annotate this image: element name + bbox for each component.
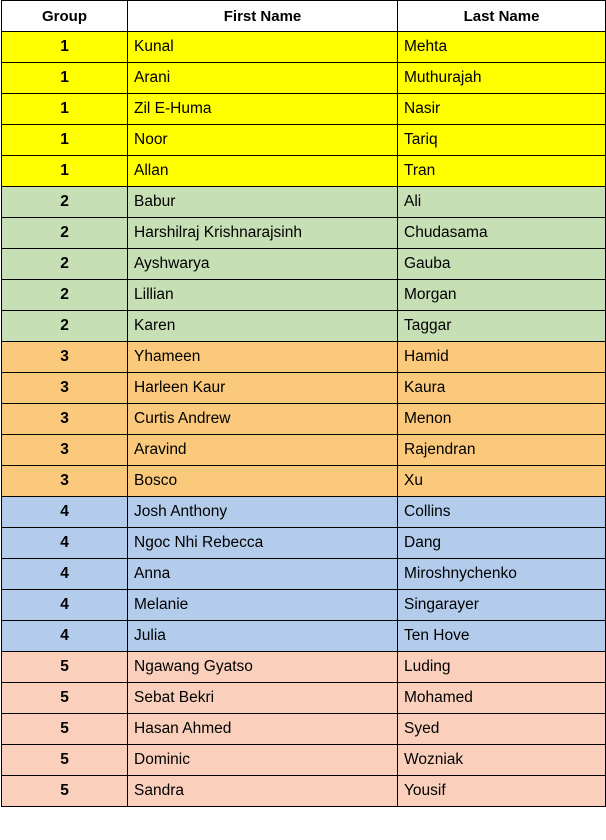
cell-last-name: Gauba <box>398 249 606 280</box>
cell-last-name: Luding <box>398 652 606 683</box>
table-row <box>2 156 606 187</box>
cell-first-name: Josh Anthony <box>128 497 398 528</box>
cell-first-name: Ngoc Nhi Rebecca <box>128 528 398 559</box>
cell-group: 2 <box>2 249 128 280</box>
cell-group: 2 <box>2 187 128 218</box>
table-row <box>2 125 606 156</box>
cell-last-name: Syed <box>398 714 606 745</box>
cell-first-name: Bosco <box>128 466 398 497</box>
table-row <box>2 590 606 621</box>
table-row <box>2 187 606 218</box>
cell-first-name: Aravind <box>128 435 398 466</box>
cell-last-name: Singarayer <box>398 590 606 621</box>
table-row <box>2 559 606 590</box>
table-row <box>2 652 606 683</box>
cell-first-name: Dominic <box>128 745 398 776</box>
cell-last-name: Xu <box>398 466 606 497</box>
table-row <box>2 714 606 745</box>
table-row <box>2 745 606 776</box>
cell-group: 3 <box>2 466 128 497</box>
cell-first-name: Sandra <box>128 776 398 807</box>
table-row <box>2 466 606 497</box>
column-header-group: Group <box>2 1 128 32</box>
group-assignment-table <box>1 0 606 807</box>
table-row <box>2 218 606 249</box>
cell-last-name: Mehta <box>398 32 606 63</box>
cell-last-name: Chudasama <box>398 218 606 249</box>
cell-last-name: Mohamed <box>398 683 606 714</box>
cell-group: 1 <box>2 94 128 125</box>
cell-group: 1 <box>2 32 128 63</box>
cell-group: 5 <box>2 745 128 776</box>
cell-last-name: Tran <box>398 156 606 187</box>
table-row <box>2 776 606 807</box>
table-row <box>2 342 606 373</box>
table-row <box>2 621 606 652</box>
cell-first-name: Noor <box>128 125 398 156</box>
table-row <box>2 404 606 435</box>
cell-group: 4 <box>2 590 128 621</box>
cell-last-name: Rajendran <box>398 435 606 466</box>
cell-first-name: Arani <box>128 63 398 94</box>
cell-group: 2 <box>2 311 128 342</box>
cell-first-name: Ayshwarya <box>128 249 398 280</box>
table-row <box>2 683 606 714</box>
cell-group: 1 <box>2 125 128 156</box>
cell-first-name: Babur <box>128 187 398 218</box>
cell-first-name: Anna <box>128 559 398 590</box>
cell-last-name: Tariq <box>398 125 606 156</box>
cell-group: 2 <box>2 218 128 249</box>
table-row <box>2 311 606 342</box>
cell-last-name: Morgan <box>398 280 606 311</box>
cell-first-name: Karen <box>128 311 398 342</box>
cell-first-name: Hasan Ahmed <box>128 714 398 745</box>
table-row <box>2 94 606 125</box>
table-row <box>2 435 606 466</box>
cell-first-name: Melanie <box>128 590 398 621</box>
table-row <box>2 528 606 559</box>
cell-last-name: Dang <box>398 528 606 559</box>
cell-group: 1 <box>2 156 128 187</box>
cell-group: 5 <box>2 714 128 745</box>
cell-group: 3 <box>2 342 128 373</box>
table-header-row <box>2 1 606 32</box>
cell-first-name: Harleen Kaur <box>128 373 398 404</box>
cell-first-name: Allan <box>128 156 398 187</box>
column-header-last-name: Last Name <box>398 1 606 32</box>
column-header-first-name: First Name <box>128 1 398 32</box>
table-body <box>2 32 606 807</box>
cell-first-name: Zil E-Huma <box>128 94 398 125</box>
cell-last-name: Kaura <box>398 373 606 404</box>
cell-last-name: Nasir <box>398 94 606 125</box>
cell-group: 1 <box>2 63 128 94</box>
cell-group: 4 <box>2 621 128 652</box>
table-row <box>2 63 606 94</box>
cell-group: 3 <box>2 435 128 466</box>
cell-first-name: Yhameen <box>128 342 398 373</box>
cell-first-name: Harshilraj Krishnarajsinh <box>128 218 398 249</box>
cell-group: 4 <box>2 559 128 590</box>
cell-group: 3 <box>2 373 128 404</box>
cell-first-name: Lillian <box>128 280 398 311</box>
cell-group: 4 <box>2 528 128 559</box>
cell-last-name: Ten Hove <box>398 621 606 652</box>
table-header <box>2 1 606 32</box>
cell-group: 5 <box>2 776 128 807</box>
cell-group: 5 <box>2 683 128 714</box>
cell-first-name: Curtis Andrew <box>128 404 398 435</box>
cell-first-name: Sebat Bekri <box>128 683 398 714</box>
table-row <box>2 373 606 404</box>
table-row <box>2 280 606 311</box>
table-row <box>2 249 606 280</box>
cell-first-name: Ngawang Gyatso <box>128 652 398 683</box>
table-row <box>2 32 606 63</box>
cell-first-name: Julia <box>128 621 398 652</box>
cell-last-name: Ali <box>398 187 606 218</box>
cell-last-name: Hamid <box>398 342 606 373</box>
cell-last-name: Muthurajah <box>398 63 606 94</box>
cell-last-name: Menon <box>398 404 606 435</box>
cell-group: 5 <box>2 652 128 683</box>
cell-group: 4 <box>2 497 128 528</box>
cell-last-name: Taggar <box>398 311 606 342</box>
cell-group: 2 <box>2 280 128 311</box>
cell-last-name: Miroshnychenko <box>398 559 606 590</box>
table-row <box>2 497 606 528</box>
cell-last-name: Yousif <box>398 776 606 807</box>
cell-group: 3 <box>2 404 128 435</box>
cell-first-name: Kunal <box>128 32 398 63</box>
cell-last-name: Wozniak <box>398 745 606 776</box>
cell-last-name: Collins <box>398 497 606 528</box>
